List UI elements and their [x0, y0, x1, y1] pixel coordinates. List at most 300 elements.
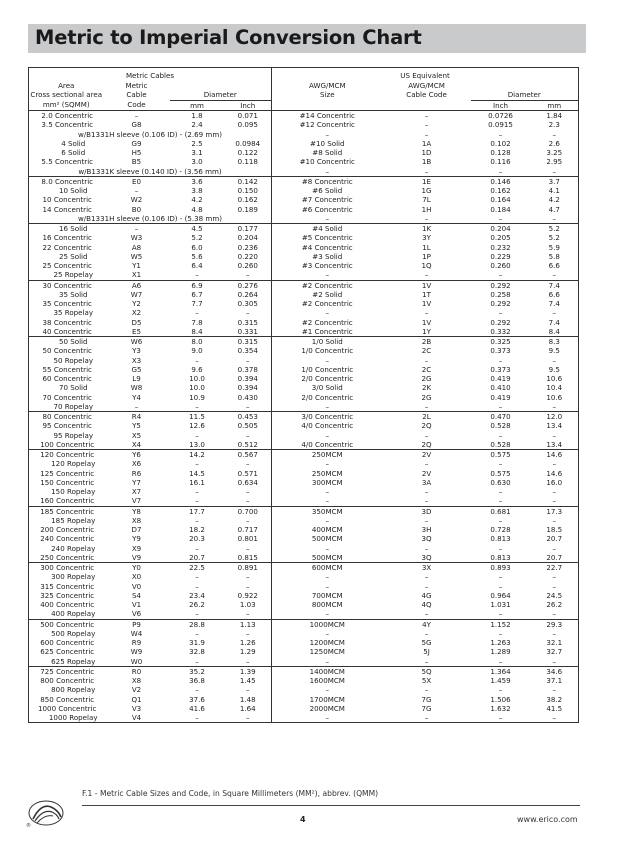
dia-mm-cell: – [195, 515, 199, 525]
table-row [29, 346, 579, 355]
us-mm-cell: – [531, 609, 579, 619]
area-cell: 120 Ropelay [51, 459, 96, 469]
area-cell: 800 Ropelay [51, 685, 96, 695]
metric-code-cell: Y0 [132, 563, 141, 572]
awg-size-cell: – [272, 487, 383, 496]
dia-inch-cell: 0.122 [237, 148, 258, 157]
us-mm-cell: – [552, 572, 557, 582]
awg-code-cell: – [424, 308, 429, 318]
dia-mm-cell: 22.5 [189, 563, 205, 572]
dia-mm-cell: 37.6 [189, 694, 205, 704]
awg-code-cell: – [424, 581, 429, 591]
awg-code-cell: 1Y [383, 327, 471, 337]
us-inch-cell: 0.0915 [488, 120, 513, 130]
area-cell: 300 Concentric [40, 563, 95, 572]
awg-size-cell: 1250MCM [272, 647, 383, 656]
metric-code-cell: B5 [131, 157, 142, 167]
awg-size-cell: #3 Solid [272, 252, 383, 261]
us-inch-cell: 0.575 [490, 450, 511, 459]
us-mm-cell: 3.7 [548, 176, 560, 186]
area-cell: 25 Ropelay [29, 270, 104, 280]
area-cell: 95 Concentric [42, 421, 92, 431]
dia-mm-cell: – [170, 657, 225, 667]
us-mm-cell: 16.0 [546, 477, 563, 487]
dia-inch-cell: 1.48 [239, 694, 256, 704]
metric-code-cell: E5 [104, 327, 170, 337]
us-inch-cell: 1.364 [490, 666, 511, 676]
awg-code-cell: – [383, 214, 471, 224]
awg-code-cell: 2B [421, 337, 432, 346]
table-row [29, 487, 579, 496]
us-inch-cell: 0.164 [490, 195, 511, 205]
area-cell: 6 Solid [61, 148, 86, 157]
footnote: F.1 - Metric Cable Sizes and Code, in Square Millimeters (MM²), abbrev. (QMM) [82, 789, 379, 798]
area-cell: 725 Concentric [40, 666, 95, 676]
awg-code-cell: 1G [421, 186, 432, 195]
metric-code-cell: X3 [131, 355, 142, 365]
us-mm-cell: 2.95 [546, 157, 563, 167]
area-cell: 50 Solid [58, 337, 88, 346]
us-inch-cell: – [498, 628, 503, 638]
us-inch-cell: – [471, 214, 531, 224]
awg-size-cell: 500MCM [272, 553, 383, 563]
us-mm-cell: 6.6 [548, 261, 560, 270]
metric-code-cell: X8 [131, 515, 142, 525]
dia-mm-cell: 5.2 [191, 233, 203, 243]
awg-code-cell: 1V [421, 299, 432, 308]
us-inch-cell: 0.325 [490, 337, 511, 346]
awg-size-cell: #6 Solid [272, 186, 383, 195]
metric-code-cell: E0 [132, 176, 141, 186]
area-header: Area [58, 80, 75, 90]
metric-code-header-2: Cable [126, 90, 147, 100]
awg-size-cell: #2 Concentric [272, 280, 383, 290]
us-mm-cell: – [531, 270, 579, 280]
awg-code-cell: 4Q [421, 600, 432, 609]
us-mm-cell: 29.3 [546, 619, 563, 629]
us-mm-cell: – [552, 581, 557, 591]
awg-size-cell: 2000MCM [272, 704, 383, 713]
dia-mm-cell: 13.0 [170, 440, 225, 450]
us-mm-cell: 38.2 [546, 694, 563, 704]
dia-mm-cell: – [195, 543, 199, 553]
awg-code-cell: 2C [421, 364, 432, 374]
table-row [29, 440, 579, 450]
awg-code-cell: – [424, 111, 429, 120]
us-mm-cell: 2.3 [548, 120, 560, 130]
metric-code-cell: D7 [131, 525, 142, 534]
us-mm-cell: 20.7 [531, 553, 579, 563]
dia-mm-cell: 36.8 [189, 676, 205, 685]
dia-inch-cell: 0.922 [237, 590, 258, 600]
metric-code-cell: R9 [131, 638, 142, 647]
dia-inch-cell: 0.118 [237, 157, 258, 167]
dia-inch-cell: 0.305 [237, 299, 258, 308]
metric-code-cell: A6 [131, 280, 142, 290]
dia-mm-cell: 8.4 [170, 327, 225, 337]
metric-code-cell: – [134, 224, 139, 233]
dia-inch-cell: – [245, 308, 250, 318]
us-mm-cell: 6.6 [548, 289, 560, 299]
awg-code-cell: – [424, 120, 429, 130]
us-mm-cell: 14.6 [546, 450, 563, 459]
awg-code-cell: 4Y [422, 619, 431, 629]
us-mm-cell: 24.5 [546, 590, 563, 600]
dia-mm-cell: 5.6 [191, 251, 203, 261]
dia-inch-cell: – [225, 609, 272, 619]
us-inch-cell: 0.229 [490, 251, 511, 261]
awg-code-cell: – [424, 515, 429, 525]
svg-text:®: ® [26, 823, 31, 829]
dia-mm-cell: 8.0 [191, 337, 203, 346]
us-inch-cell: 0.681 [490, 506, 511, 516]
awg-size-cell: #5 Concentric [272, 233, 383, 242]
area-cell: 5.5 Concentric [41, 157, 94, 167]
awg-size-cell: 3/0 Solid [272, 383, 383, 392]
us-inch-cell: 0.292 [490, 280, 511, 290]
metric-code-cell: X7 [131, 487, 142, 496]
area-cell: 200 Concentric [40, 525, 95, 534]
awg-code-cell: – [383, 402, 471, 412]
sleeve-note: w/B1331H sleeve (0.106 ID) - (2.69 mm) [77, 129, 223, 139]
awg-size-cell: – [272, 167, 383, 177]
metric-code-cell: V1 [131, 600, 142, 609]
area-cell: 125 Concentric [40, 468, 95, 478]
us-mm-cell: 5.2 [548, 233, 560, 243]
awg-code-cell: 1H [421, 204, 432, 214]
table-row [29, 469, 579, 478]
dia-inch-cell: 0.204 [237, 233, 258, 243]
awg-code-cell: 1D [421, 148, 432, 157]
us-inch-cell: – [498, 581, 503, 591]
us-mm-cell: 17.3 [546, 506, 563, 516]
metric-code-cell: Y7 [132, 477, 141, 487]
area-cell: 185 Concentric [40, 506, 95, 516]
awg-size-cell: 350MCM [272, 506, 383, 516]
awg-code-cell: 1V [421, 280, 432, 290]
area-cell: 150 Ropelay [51, 487, 96, 496]
awg-size-cell: #8 Solid [272, 148, 383, 157]
table-row [29, 496, 579, 506]
awg-code-cell: 1L [422, 242, 431, 252]
awg-code-cell: 3A [421, 477, 432, 487]
dia-inch-cell: 0.095 [237, 120, 258, 130]
table-row [29, 638, 579, 647]
dia-mm-cell: – [195, 308, 199, 318]
us-inch-cell: 0.410 [490, 383, 511, 393]
title-bar [28, 24, 586, 53]
dia-mm-cell: 14.2 [189, 450, 205, 459]
dia-inch-cell: – [245, 685, 250, 695]
table-row [29, 619, 579, 629]
dia-inch-cell: – [225, 270, 272, 280]
awg-size-cell: #4 Concentric [272, 243, 383, 252]
table-row [29, 261, 579, 270]
area-cell: 25 Solid [58, 251, 88, 261]
area-cell: 240 Ropelay [51, 543, 96, 553]
us-inch-cell: 1.506 [490, 694, 511, 704]
metric-code-cell: L9 [132, 374, 141, 383]
awg-code-cell: 5G [421, 638, 432, 647]
us-mm-cell: 7.4 [548, 299, 560, 308]
dia-mm-cell: 9.6 [191, 364, 203, 374]
awg-code-cell: – [383, 657, 471, 667]
metric-code-cell: V0 [131, 581, 142, 591]
awg-code-cell: – [383, 270, 471, 280]
table-row [29, 666, 579, 676]
us-inch-cell: 1.459 [490, 676, 511, 685]
awg-size-cell: 1/0 Concentric [272, 365, 383, 374]
awg-size-cell: – [272, 270, 383, 280]
dia-mm-cell: – [170, 402, 225, 412]
us-inch-cell: 0.813 [490, 534, 511, 544]
table-row [29, 176, 579, 186]
area-cell: 8.0 Concentric [41, 176, 94, 186]
dia-inch-cell: 0.801 [237, 534, 258, 544]
dia-inch-cell: 0.891 [237, 563, 258, 572]
dia-mm-cell: 3.1 [191, 148, 203, 157]
table-row [29, 459, 579, 468]
metric-code-cell: W7 [130, 289, 143, 299]
metric-code-cell: V4 [131, 713, 142, 722]
table-row [29, 157, 579, 166]
page-number: 4 [300, 815, 306, 824]
area-cell: 60 Concentric [42, 374, 92, 383]
awg-size-cell: #8 Concentric [272, 176, 383, 186]
us-inch-header: Inch [471, 100, 531, 111]
metric-code-cell: A8 [131, 242, 142, 252]
table-row [29, 365, 579, 374]
metric-cables-header: Metric Cables [125, 71, 175, 80]
us-mm-cell: 26.2 [546, 600, 563, 609]
awg-size-cell: #7 Concentric [272, 195, 383, 204]
awg-size-cell: #4 Solid [272, 224, 383, 234]
us-inch-cell: 0.630 [490, 477, 511, 487]
us-mm-cell: – [552, 355, 557, 365]
area-cell: 50 Concentric [42, 346, 92, 356]
metric-code-header: Metric [125, 80, 148, 90]
awg-size-cell: #2 Solid [272, 290, 383, 299]
dia-inch-cell: – [225, 402, 272, 412]
awg-code-cell: 1P [422, 251, 431, 261]
table-row [29, 327, 579, 337]
dia-mm-cell: – [195, 628, 199, 638]
table-row [29, 186, 579, 195]
table-row [29, 534, 579, 543]
awg-size-cell: – [272, 356, 383, 365]
us-inch-cell: – [471, 270, 531, 280]
us-inch-cell: 0.373 [490, 364, 511, 374]
us-mm-cell: 22.7 [546, 563, 563, 572]
dia-mm-cell: 35.2 [189, 666, 205, 676]
dia-inch-cell: 0.236 [237, 242, 258, 252]
dia-inch-cell: 0.071 [237, 111, 258, 120]
dia-inch-cell: 0.571 [237, 468, 258, 478]
dia-mm-cell: – [195, 685, 199, 695]
awg-size-cell: #1 Concentric [272, 327, 383, 337]
table-row [29, 290, 579, 299]
awg-size-cell: 1/0 Concentric [272, 346, 383, 355]
metric-code-cell: Y9 [132, 534, 141, 544]
us-inch-cell: – [471, 609, 531, 619]
us-inch-cell: – [498, 355, 503, 365]
us-inch-cell: 0.232 [490, 242, 511, 252]
us-mm-cell: 5.9 [548, 242, 560, 252]
metric-code-cell: W6 [130, 337, 143, 346]
dia-mm-cell: 1.8 [191, 111, 203, 120]
table-row [29, 167, 579, 177]
metric-code-cell: X5 [131, 430, 142, 440]
area-cell: 10 Solid [58, 186, 88, 195]
table-row [29, 431, 579, 440]
dia-inch-cell: 1.26 [239, 638, 256, 647]
us-mm-cell: 2.6 [548, 138, 560, 148]
us-inch-cell: 0.184 [490, 204, 511, 214]
us-inch-cell: 0.128 [490, 148, 511, 157]
us-mm-cell: – [552, 543, 557, 553]
dia-inch-cell: 1.45 [239, 676, 256, 685]
us-mm-cell: 10.6 [546, 392, 563, 402]
dia-mm-cell: – [170, 609, 225, 619]
awg-size-cell: 4/0 Concentric [272, 421, 383, 430]
dia-inch-cell: – [245, 713, 250, 722]
us-inch-cell: 0.528 [490, 421, 511, 431]
awg-size-cell: 300MCM [272, 478, 383, 487]
area-cell: 25 Concentric [42, 261, 92, 270]
awg-size-cell: – [272, 572, 383, 581]
awg-size-cell: 500MCM [272, 534, 383, 543]
area-cell: 315 Concentric [40, 581, 95, 591]
metric-code-header-3: Code [104, 100, 170, 111]
awg-size-header: AWG/MCM [272, 81, 383, 91]
awg-size-cell: 250MCM [272, 469, 383, 478]
dia-inch-cell: 0.264 [237, 289, 258, 299]
area-cell: 16 Solid [58, 224, 88, 233]
metric-code-cell: X1 [104, 270, 170, 280]
area-cell: 55 Concentric [42, 364, 92, 374]
dia-inch-cell: – [245, 459, 250, 469]
awg-size-cell: 1000MCM [272, 619, 383, 629]
dia-inch-cell: – [245, 572, 250, 582]
us-inch-cell: – [471, 167, 531, 177]
area-cell: 150 Concentric [40, 477, 95, 487]
table-row [29, 337, 579, 347]
dia-inch-cell: 0.394 [237, 383, 258, 393]
dia-mm-cell: 11.5 [189, 412, 205, 421]
us-mm-cell: – [552, 685, 557, 695]
table-row [29, 205, 579, 214]
metric-code-cell: W0 [104, 657, 170, 667]
table-row [29, 704, 579, 713]
awg-code-cell: 7L [422, 195, 431, 205]
awg-code-cell: 2L [422, 412, 431, 421]
table-row [29, 525, 579, 534]
awg-code-cell: 7G [421, 694, 432, 704]
metric-code-cell: Y3 [132, 346, 141, 356]
area-cell: 38 Concentric [42, 317, 92, 327]
table-row [29, 139, 579, 148]
us-mm-cell: 9.5 [548, 346, 560, 356]
dia-inch-cell: 1.64 [239, 703, 256, 713]
dia-mm-cell: 12.6 [189, 421, 205, 431]
us-mm-cell: – [552, 129, 557, 139]
awg-code-cell: 2V [421, 450, 432, 459]
awg-size-cell: – [272, 130, 383, 139]
us-mm-cell: – [552, 308, 557, 318]
table-row [29, 629, 579, 638]
us-inch-cell: 0.116 [490, 157, 511, 167]
dia-inch-cell: 0.505 [237, 421, 258, 431]
metric-code-cell: X2 [131, 308, 142, 318]
area-cell: 500 Ropelay [51, 628, 96, 638]
dia-inch-cell: 0.150 [237, 186, 258, 195]
awg-code-header-2: Cable Code [406, 90, 447, 100]
dia-inch-cell: – [225, 657, 272, 667]
metric-code-cell: V7 [104, 496, 170, 506]
metric-code-cell: B0 [131, 204, 142, 214]
us-equivalent-header: US Equivalent [272, 68, 579, 81]
us-inch-cell: 0.470 [490, 412, 511, 421]
us-mm-cell: – [531, 657, 579, 667]
area-cell: 240 Concentric [40, 534, 95, 544]
awg-size-cell: – [272, 544, 383, 553]
table-row [29, 356, 579, 365]
awg-size-cell: 800MCM [272, 600, 383, 609]
us-inch-cell: 0.0726 [488, 111, 513, 120]
us-mm-cell: – [552, 487, 557, 496]
metric-code-cell: Y8 [132, 506, 141, 516]
sleeve-note: w/B1331H sleeve (0.106 ID) - (5.38 mm) [29, 214, 272, 224]
area-cell: 70 Ropelay [29, 402, 104, 412]
dia-mm-cell: 4.5 [191, 224, 203, 233]
table-row [29, 243, 579, 252]
dia-mm-cell: 10.0 [189, 383, 205, 393]
us-mm-cell: 13.4 [531, 440, 579, 450]
us-inch-cell: 0.205 [490, 233, 511, 243]
dia-mm-cell: 20.3 [189, 534, 205, 544]
us-inch-cell: 0.292 [490, 299, 511, 308]
table-row [29, 393, 579, 402]
dia-inch-cell: 0.717 [237, 525, 258, 534]
dia-mm-cell: 3.0 [191, 157, 203, 167]
table-row [29, 647, 579, 656]
dia-mm-cell: – [195, 487, 199, 496]
us-mm-cell: – [552, 515, 557, 525]
us-mm-cell: 32.7 [546, 647, 563, 657]
awg-code-cell: – [424, 430, 429, 440]
area-cell: 400 Concentric [40, 600, 95, 609]
us-inch-cell: 0.813 [471, 553, 531, 563]
table-row [29, 308, 579, 317]
dia-inch-cell: 0.189 [237, 204, 258, 214]
us-mm-cell: 10.6 [546, 374, 563, 383]
awg-code-cell: 3Q [383, 553, 471, 563]
area-cell: 1000 Ropelay [48, 713, 98, 722]
us-inch-cell: – [498, 308, 503, 318]
awg-size-cell: #2 Concentric [272, 318, 383, 327]
awg-size-cell: – [272, 431, 383, 440]
us-mm-cell: – [531, 214, 579, 224]
area-cell: 250 Concentric [29, 553, 104, 563]
table-row [29, 544, 579, 553]
dia-mm-cell: 41.6 [189, 703, 205, 713]
awg-code-cell: 2V [421, 468, 432, 478]
us-inch-cell: – [498, 543, 503, 553]
us-mm-cell: – [552, 628, 557, 638]
table-row [29, 270, 579, 280]
awg-size-cell: – [272, 496, 383, 506]
area-cell: 30 Concentric [42, 280, 92, 290]
